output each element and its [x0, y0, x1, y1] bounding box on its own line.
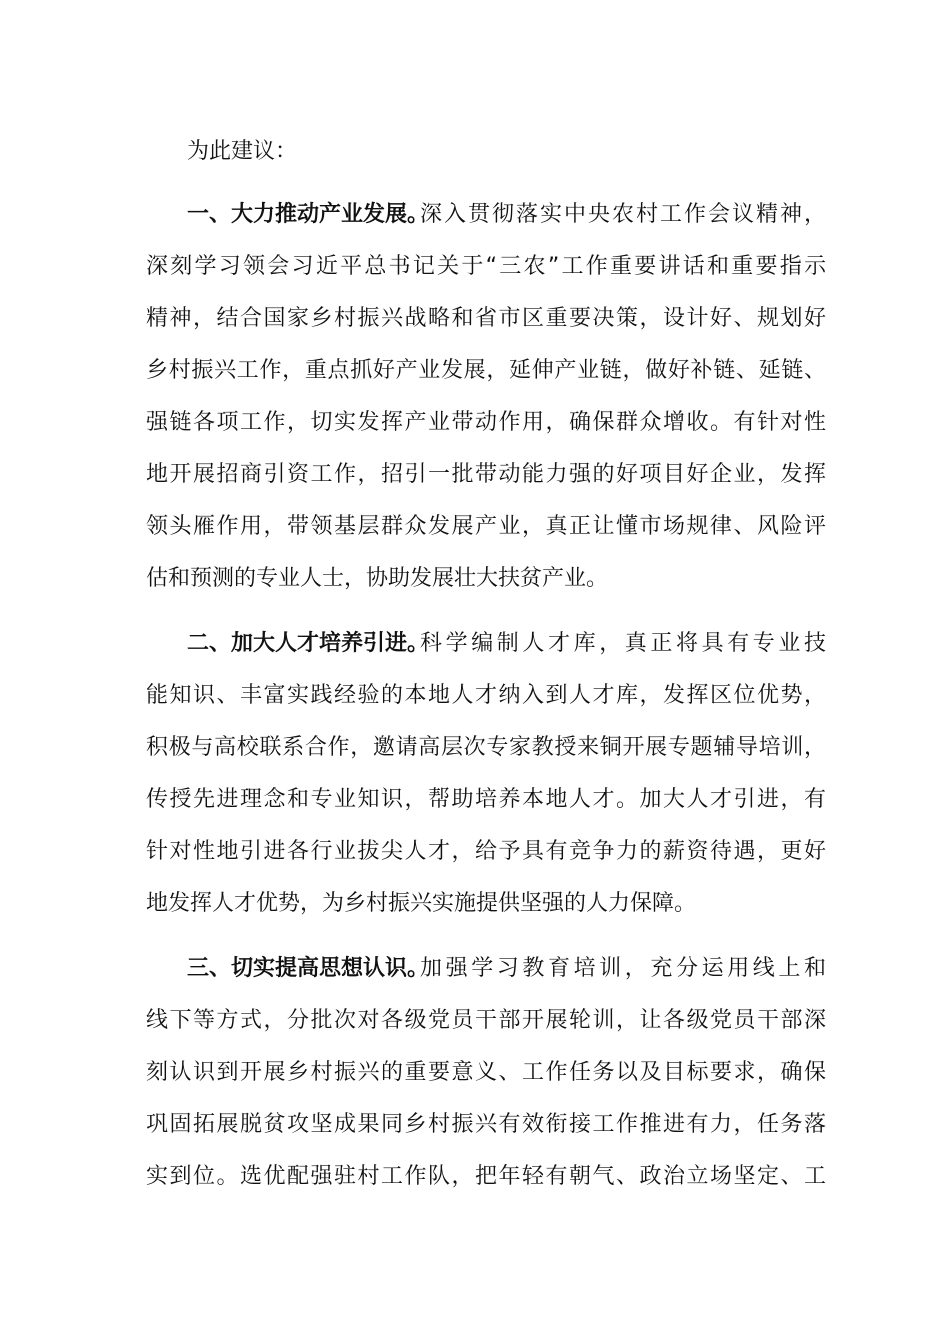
- intro-line: [0, 126, 950, 178]
- section-2-line-3: 积极与高校联系合作，邀请高层次专家教授来铜开展专题辅导培训，: [146, 735, 827, 760]
- section-1-line-8: 估和预测的专业人士，协助发展壮大扶贫产业。: [146, 566, 609, 591]
- section-1-line: [0, 293, 950, 345]
- section-3-line: [0, 995, 950, 1047]
- section-1-line-4: 乡村振兴工作，重点抓好产业发展，延伸产业链，做好补链、延链、: [146, 358, 827, 383]
- section-2-line: [0, 670, 950, 722]
- section-2-line: [0, 878, 950, 930]
- section-2-line-2: 能知识、丰富实践经验的本地人才纳入到人才库，发挥区位优势，: [146, 683, 828, 708]
- section-1-line: [0, 345, 950, 397]
- section-2-line: [0, 722, 950, 774]
- section-2-heading: 二、加大人才培养引进。: [187, 631, 430, 656]
- section-1-line-1: 深入贯彻落实中央农村工作会议精神，: [420, 202, 829, 227]
- section-1-line: [0, 449, 950, 501]
- section-1-line: [0, 501, 950, 553]
- section-2-line: [0, 826, 950, 878]
- section-1-heading: 一、大力推动产业发展。: [187, 202, 430, 227]
- section-2-line: [0, 774, 950, 826]
- section-2-line-4: 传授先进理念和专业知识，帮助培养本地人才。加大人才引进，有: [146, 787, 828, 812]
- section-1-line: [0, 241, 950, 293]
- section-1-line-5: 强链各项工作，切实发挥产业带动作用，确保群众增收。有针对性: [146, 410, 828, 435]
- section-3-line-3: 刻认识到开展乡村振兴的重要意义、工作任务以及目标要求，确保: [146, 1060, 828, 1085]
- section-3-line-2: 线下等方式，分批次对各级党员干部开展轮训，让各级党员干部深: [146, 1008, 828, 1033]
- section-3-first-line: [0, 943, 950, 995]
- section-3-line: [0, 1099, 950, 1151]
- section-2-line-1: 科学编制人才库，真正将具有专业技: [420, 631, 830, 656]
- section-1-line: [0, 397, 950, 449]
- section-1-line-6: 地开展招商引资工作，招引一批带动能力强的好项目好企业，发挥: [146, 462, 828, 487]
- section-1-line-2: 深刻学习领会习近平总书记关于“三农”工作重要讲话和重要指示: [146, 254, 829, 279]
- section-3-line-1: 加强学习教育培训，充分运用线上和: [420, 956, 830, 981]
- section-1-first-line: [0, 189, 950, 241]
- section-1-line-7: 领头雁作用，带领基层群众发展产业，真正让懂市场规律、风险评: [146, 514, 828, 539]
- intro-text: 为此建议：: [187, 139, 298, 164]
- section-1-line: [0, 553, 950, 605]
- section-3-line: [0, 1151, 950, 1203]
- section-3-line: [0, 1047, 950, 1099]
- section-2-line-6: 地发挥人才优势，为乡村振兴实施提供坚强的人力保障。: [146, 891, 697, 916]
- section-1-line-3: 精神，结合国家乡村振兴战略和省市区重要决策，设计好、规划好: [146, 306, 828, 331]
- section-2-first-line: [0, 618, 950, 670]
- section-2-line-5: 针对性地引进各行业拔尖人才，给予具有竞争力的薪资待遇，更好: [146, 839, 828, 864]
- section-3-line-5: 实到位。选优配强驻村工作队，把年轻有朝气、政治立场坚定、工: [146, 1164, 828, 1189]
- section-3-line-4: 巩固拓展脱贫攻坚成果同乡村振兴有效衔接工作推进有力，任务落: [146, 1112, 828, 1137]
- section-3-heading: 三、切实提高思想认识。: [187, 956, 430, 981]
